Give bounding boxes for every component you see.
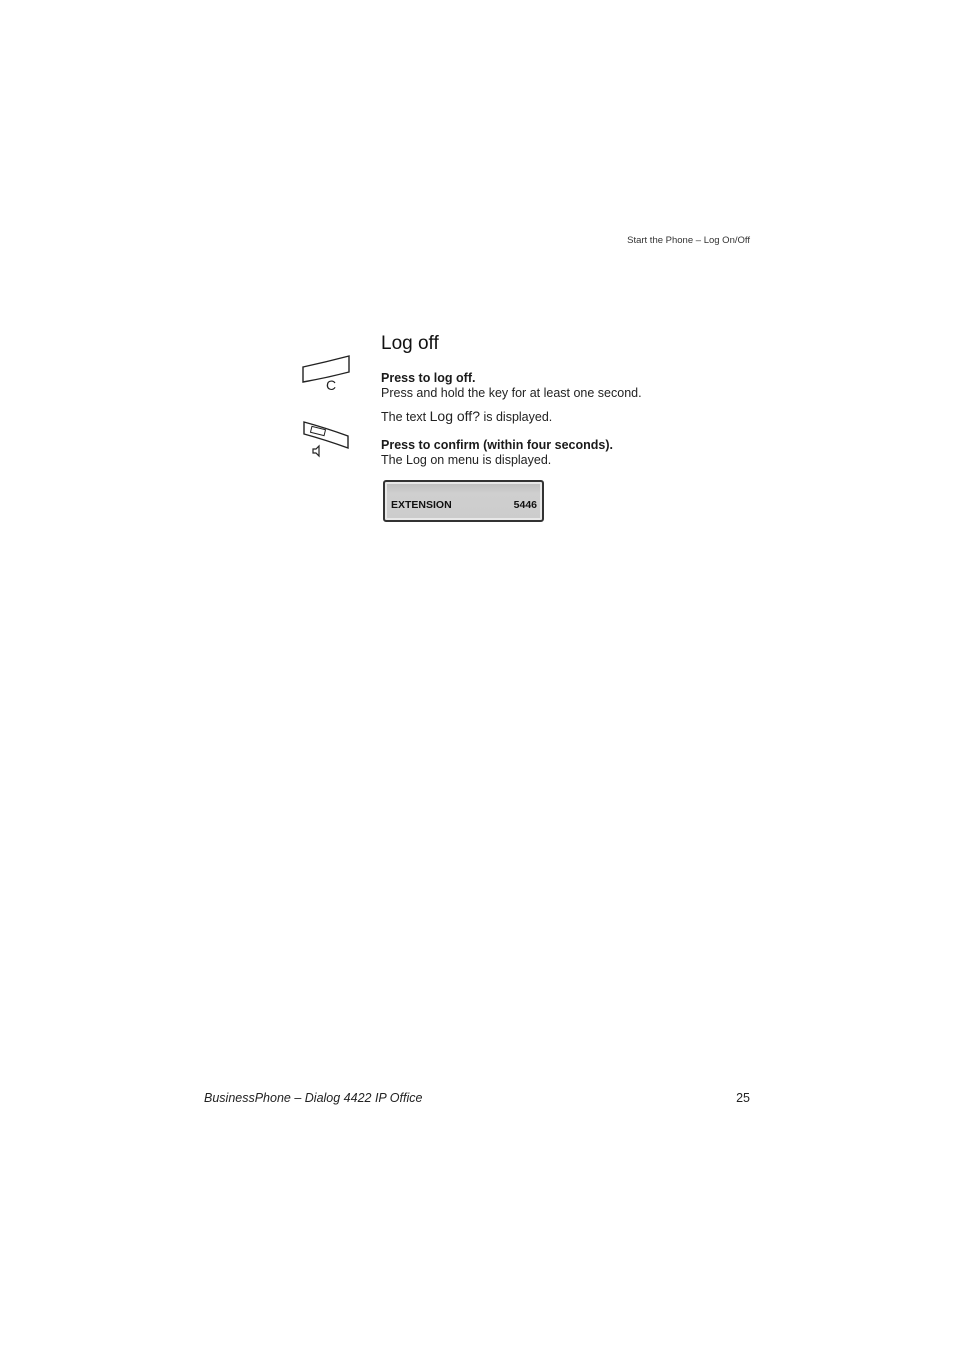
running-header: Start the Phone – Log On/Off: [627, 235, 750, 246]
step1-note-prefix: The text: [381, 410, 430, 424]
step2-instruction: Press to confirm (within four seconds).: [381, 438, 613, 452]
display-value: 5446: [513, 499, 537, 511]
phone-display: [383, 480, 544, 522]
clear-key-icon: [300, 352, 352, 394]
page-number: 25: [736, 1091, 750, 1105]
step1-note: [381, 408, 552, 424]
step1-instruction: Press to log off.: [381, 371, 476, 385]
step1-note-suffix: is displayed.: [480, 410, 553, 424]
section-title: Log off: [381, 333, 439, 354]
footer-title: BusinessPhone – Dialog 4422 IP Office: [204, 1091, 423, 1105]
step1-detail: Press and hold the key for at least one second.: [381, 386, 642, 400]
display-label: EXTENSION: [391, 499, 452, 511]
step2-detail: The Log on menu is displayed.: [381, 453, 552, 467]
clear-key-letter: C: [326, 377, 337, 393]
display-text-log-off: Log off?: [429, 408, 480, 424]
loudspeaker-key-icon: [300, 420, 352, 460]
